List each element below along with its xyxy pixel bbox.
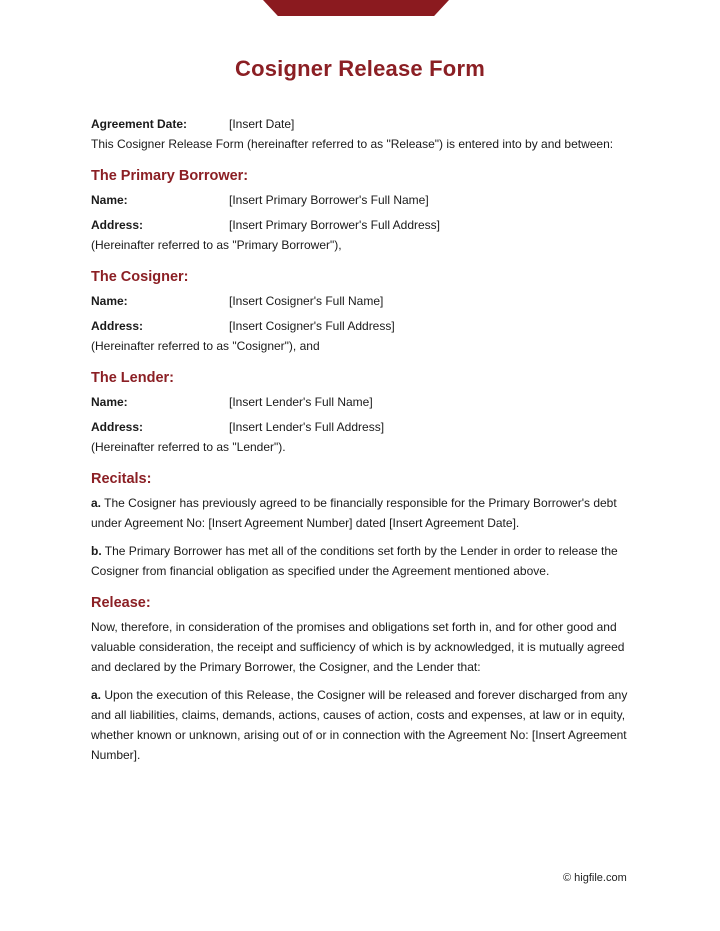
cosigner-name-value: [Insert Cosigner's Full Name] xyxy=(229,294,384,308)
release-a xyxy=(91,685,636,765)
recital-b-text: The Primary Borrower has met all of the conditions set forth by the Lender in order to release the Cosigner from financial obligation as specified under the Agreement mentioned above. xyxy=(91,544,618,578)
cosigner-name-row xyxy=(91,291,636,311)
cosigner-name-label: Name: xyxy=(91,294,128,308)
borrower-name-row xyxy=(91,190,636,210)
borrower-address-value: [Insert Primary Borrower's Full Address] xyxy=(229,218,441,232)
recitals-heading: Recitals: xyxy=(91,471,152,487)
agreement-date-label: Agreement Date: xyxy=(91,117,188,131)
lender-address-label: Address: xyxy=(91,420,144,434)
document-title: Cosigner Release Form xyxy=(235,56,485,81)
cosigner-address-row xyxy=(91,316,636,336)
cosigner-heading: The Cosigner: xyxy=(91,269,189,285)
release-intro: Now, therefore, in consideration of the promises and obligations set forth in, and for other good and valuable consideration, the receipt and sufficiency of which is by acknowledged, it is mutually agreed and declared by the Primary Borrower, the Cosigner, and the Lender that: xyxy=(91,620,625,674)
borrower-address-row xyxy=(91,215,636,235)
footer-copyright: © higfile.com xyxy=(563,872,627,884)
lender-heading: The Lender: xyxy=(91,370,174,386)
release-a-marker: a. xyxy=(91,688,102,702)
lender-name-value: [Insert Lender's Full Name] xyxy=(229,395,373,409)
borrower-address-label: Address: xyxy=(91,218,144,232)
borrower-heading: The Primary Borrower: xyxy=(91,168,249,184)
lender-name-label: Name: xyxy=(91,395,128,409)
lender-note: (Hereinafter referred to as "Lender"). xyxy=(91,440,286,454)
recital-a-marker: a. xyxy=(91,496,102,510)
lender-address-value: [Insert Lender's Full Address] xyxy=(229,420,385,434)
top-decorative-tab xyxy=(263,0,449,16)
release-a-text: Upon the execution of this Release, the Cosigner will be released and forever discharged from any and all liabilities, claims, demands, actions, causes of action, costs and expenses, at law or in equity, whether known or unknown, arising out of or in connection with the Agreement No: [Insert Agreement Number]. xyxy=(91,688,628,762)
cosigner-address-label: Address: xyxy=(91,319,144,333)
agreement-intro: This Cosigner Release Form (hereinafter referred to as "Release") is entered into by and between: xyxy=(91,137,614,151)
borrower-name-label: Name: xyxy=(91,193,128,207)
lender-address-row xyxy=(91,417,636,437)
document-body xyxy=(91,114,636,765)
recital-b-marker: b. xyxy=(91,544,102,558)
recital-a xyxy=(91,493,636,533)
borrower-note: (Hereinafter referred to as "Primary Borrower"), xyxy=(91,238,342,252)
cosigner-address-value: [Insert Cosigner's Full Address] xyxy=(229,319,395,333)
release-heading: Release: xyxy=(91,595,151,611)
agreement-date-row xyxy=(91,114,636,134)
recital-a-text: The Cosigner has previously agreed to be financially responsible for the Primary Borrower's debt under Agreement No: [Insert Agreement Number] dated [Insert Agreement Date]. xyxy=(91,496,617,530)
borrower-name-value: [Insert Primary Borrower's Full Name] xyxy=(229,193,429,207)
lender-name-row xyxy=(91,392,636,412)
agreement-date-value: [Insert Date] xyxy=(229,117,295,131)
recital-b xyxy=(91,541,636,581)
cosigner-note: (Hereinafter referred to as "Cosigner"), and xyxy=(91,339,320,353)
